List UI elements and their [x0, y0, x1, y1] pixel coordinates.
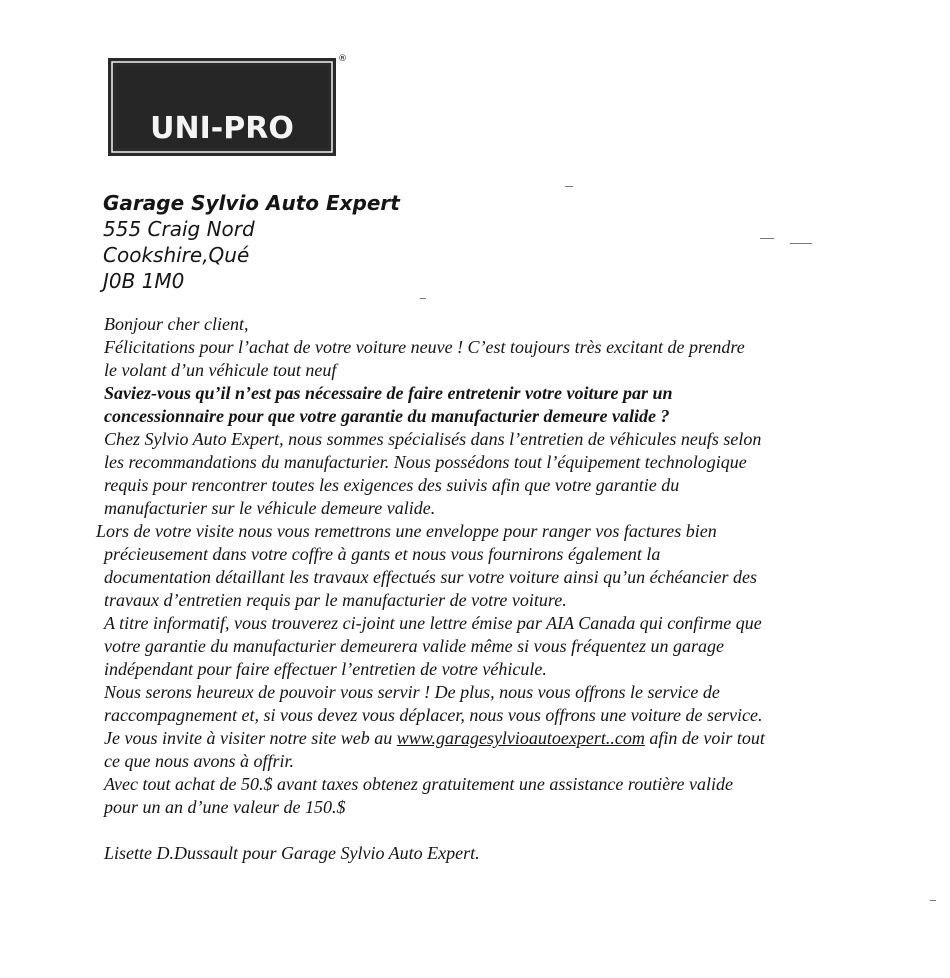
question-line: Saviez-vous qu’il n’est pas nécessaire de faire entretenir votre voiture par un: [104, 383, 673, 403]
paragraph-line: manufacturier sur le véhicule demeure valide.: [104, 498, 436, 518]
sender-address: [103, 190, 400, 294]
logo-wordmark: UNI-PRO: [150, 111, 294, 146]
sender-company: Garage Sylvio Auto Expert: [103, 191, 400, 215]
spacer: [96, 819, 886, 842]
paragraph-line: A titre informatif, vous trouverez ci-joint une lettre émise par AIA Canada qui confirme que: [104, 613, 762, 633]
letter-body: [96, 313, 886, 865]
website-link[interactable]: www.garagesylvioautoexpert..com: [396, 728, 645, 748]
paragraph-line: Chez Sylvio Auto Expert, nous sommes spécialisés dans l’entretien de véhicules neufs selon: [104, 429, 762, 449]
paragraph-line: indépendant pour faire effectuer l’entretien de votre véhicule.: [104, 659, 547, 679]
paragraph-line: travaux d’entretien requis par le manufacturier de votre voiture.: [104, 590, 567, 610]
paragraph-line: Nous serons heureux de pouvoir vous servir ! De plus, nous vous offrons le service de: [104, 682, 720, 702]
paragraph-line: Avec tout achat de 50.$ avant taxes obtenez gratuitement une assistance routière valide: [104, 774, 734, 794]
scan-speck: [930, 900, 936, 901]
paragraph-line: les recommandations du manufacturier. Nous possédons tout l’équipement technologique: [104, 452, 747, 472]
paragraph-line: pour un an d’une valeur de 150.$: [104, 797, 346, 817]
paragraph-line: Félicitations pour l’achat de votre voiture neuve ! C’est toujours très excitant de prendre: [104, 337, 745, 357]
website-line-suffix: afin de voir tout: [644, 728, 765, 748]
scan-speck: [420, 298, 426, 299]
signature: Lisette D.Dussault pour Garage Sylvio Auto Expert.: [104, 843, 480, 863]
scan-speck: [790, 243, 812, 244]
paragraph-line: le volant d’un véhicule tout neuf: [104, 360, 337, 380]
question-line: concessionnaire pour que votre garantie du manufacturier demeure valide ?: [104, 406, 670, 426]
scan-speck: [760, 238, 774, 239]
sender-street: 555 Craig Nord: [103, 217, 255, 241]
greeting: Bonjour cher client,: [104, 314, 249, 334]
paragraph-line: requis pour rencontrer toutes les exigences des suivis afin que votre garantie du: [104, 475, 680, 495]
sender-postal-code: J0B 1M0: [103, 269, 185, 293]
website-line: [96, 727, 886, 750]
paragraph-line: documentation détaillant les travaux effectués sur votre voiture ainsi qu’un échéancier des: [104, 567, 758, 587]
sender-city: Cookshire,Qué: [103, 243, 250, 267]
scan-speck: [565, 186, 573, 187]
paragraph-line: Lors de votre visite nous vous remettrons une enveloppe pour ranger vos factures bien: [96, 521, 717, 541]
paragraph-line: ce que nous avons à offrir.: [104, 751, 294, 771]
website-line-prefix: Je vous invite à visiter notre site web au: [104, 728, 397, 748]
paragraph-line: votre garantie du manufacturier demeurera valide même si vous fréquentez un garage: [104, 636, 725, 656]
paragraph-line: précieusement dans votre coffre à gants et nous vous fournirons également la: [104, 544, 661, 564]
registered-mark: ®: [338, 54, 347, 64]
paragraph-line: raccompagnement et, si vous devez vous déplacer, nous vous offrons une voiture de service.: [104, 705, 763, 725]
uni-pro-logo: [108, 54, 347, 156]
